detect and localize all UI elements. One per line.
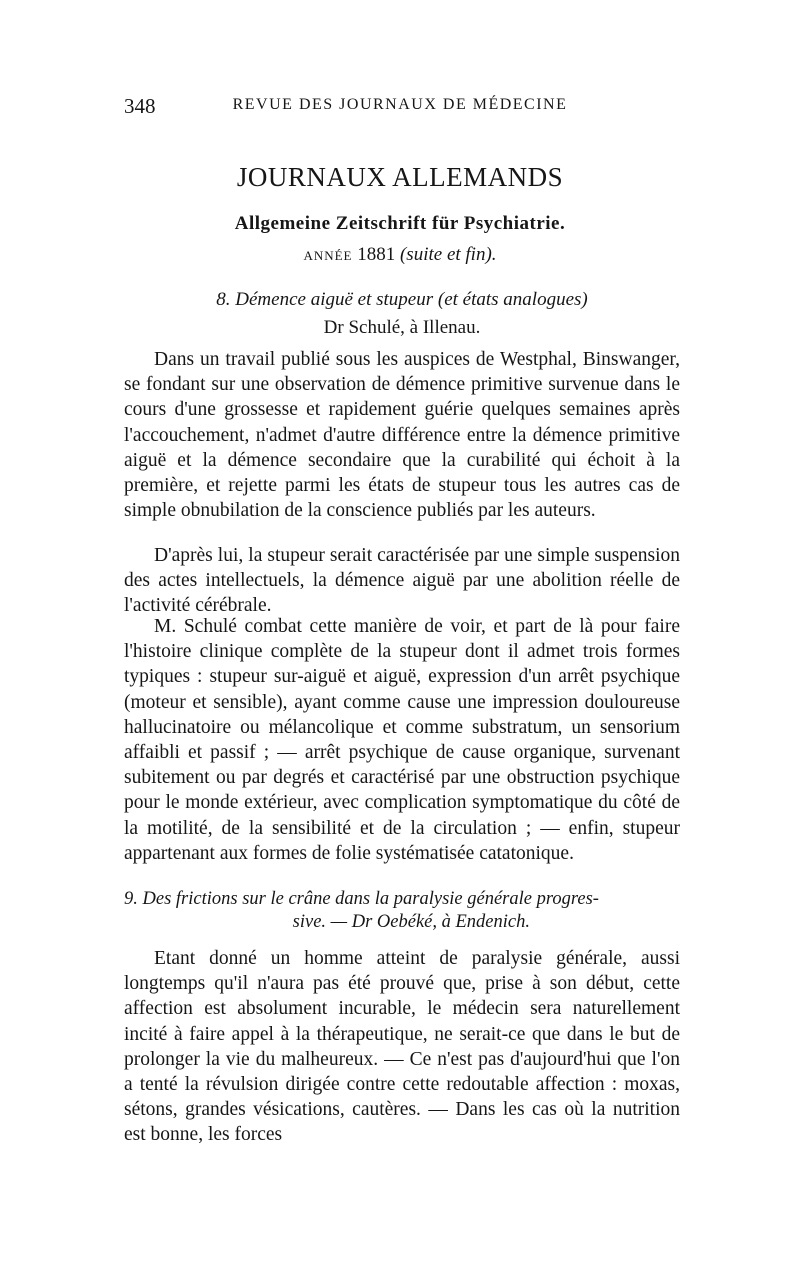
year-label: ANNÉE <box>303 248 353 263</box>
article-8-paragraph-3: M. Schulé combat cette manière de voir, et part de là pour faire l'histoire clinique complète de la stupeur dont il admet trois formes typiques : stupeur sur-aiguë et aiguë, expression d'un arrêt psychique (moteur et sensible), ayant comme cause une impression douloureuse hallucinatoire ou mélancolique et comme substratum, un sensorium affaibli et passif ; — arrêt psychique de cause organique, survenant subitement ou par degrés et caractérisé par une obstruction psychique pour le monde extérieur, avec complication symptomatique du côté de la motilité, de la sensibilité et de la circulation ; — enfin, stupeur appartenant aux formes de folie systématisée catatonique. <box>124 616 680 864</box>
year-note: (suite et fin). <box>399 244 497 265</box>
article-8-paragraph-2: D'après lui, la stupeur serait caractérisée par une simple suspension des actes intellectuels, la démence aiguë par une abolition réelle de l'activité cérébrale. <box>124 545 680 617</box>
article-9-heading <box>124 888 680 934</box>
article-9-paragraph-1: Etant donné un homme atteint de paralysie générale, aussi longtemps qu'il n'aura pas été prouvé que, prise à son début, cette affection est absolument incurable, le médecin sera naturellement incité à faire appel à la thérapeutique, ne serait-ce que dans le but de prolonger la vie du malheureux. — Ce n'est pas d'aujourd'hui que l'on a tenté la révulsion dirigée contre cette redoutable affection : moxas, sétons, grandes vésications, cautères. — Dans les cas où la nutrition est bonne, les forces <box>124 948 680 1146</box>
page-header <box>124 94 676 118</box>
year-value: 1881 <box>357 244 396 265</box>
article-8-title: 8. Démence aiguë et stupeur (et états analogues) <box>216 289 588 310</box>
running-title: REVUE DES JOURNAUX DE MÉDECINE <box>232 96 568 113</box>
journal-name: Allgemeine Zeitschrift für Psychiatrie. <box>234 213 566 234</box>
page-number: 348 <box>124 94 156 118</box>
article-9-title-line-1: 9. Des frictions sur le crâne dans la paralysie générale progres- <box>124 889 599 909</box>
article-9-title-line-2: sive. — Dr Oebéké, à Endenich. <box>292 912 530 932</box>
article-8-author: Dr Schulé, à Illenau. <box>323 317 481 338</box>
article-8-heading <box>124 286 680 342</box>
year-line <box>0 244 800 266</box>
section-title: JOURNAUX ALLEMANDS <box>236 162 564 192</box>
article-8-paragraph-1: Dans un travail publié sous les auspices de Westphal, Binswanger, se fondant sur une observation de démence primitive survenue dans le cours d'une grossesse et rapidement guérie quelques semaines après l'accouchement, n'admet d'autre différence entre la démence primitive aiguë et la démence secondaire que la curabilité qui échoit à la première, et rejette parmi les états de stupeur tous les autres cas de simple obnubilation de la conscience publiés par les auteurs. <box>124 349 680 522</box>
